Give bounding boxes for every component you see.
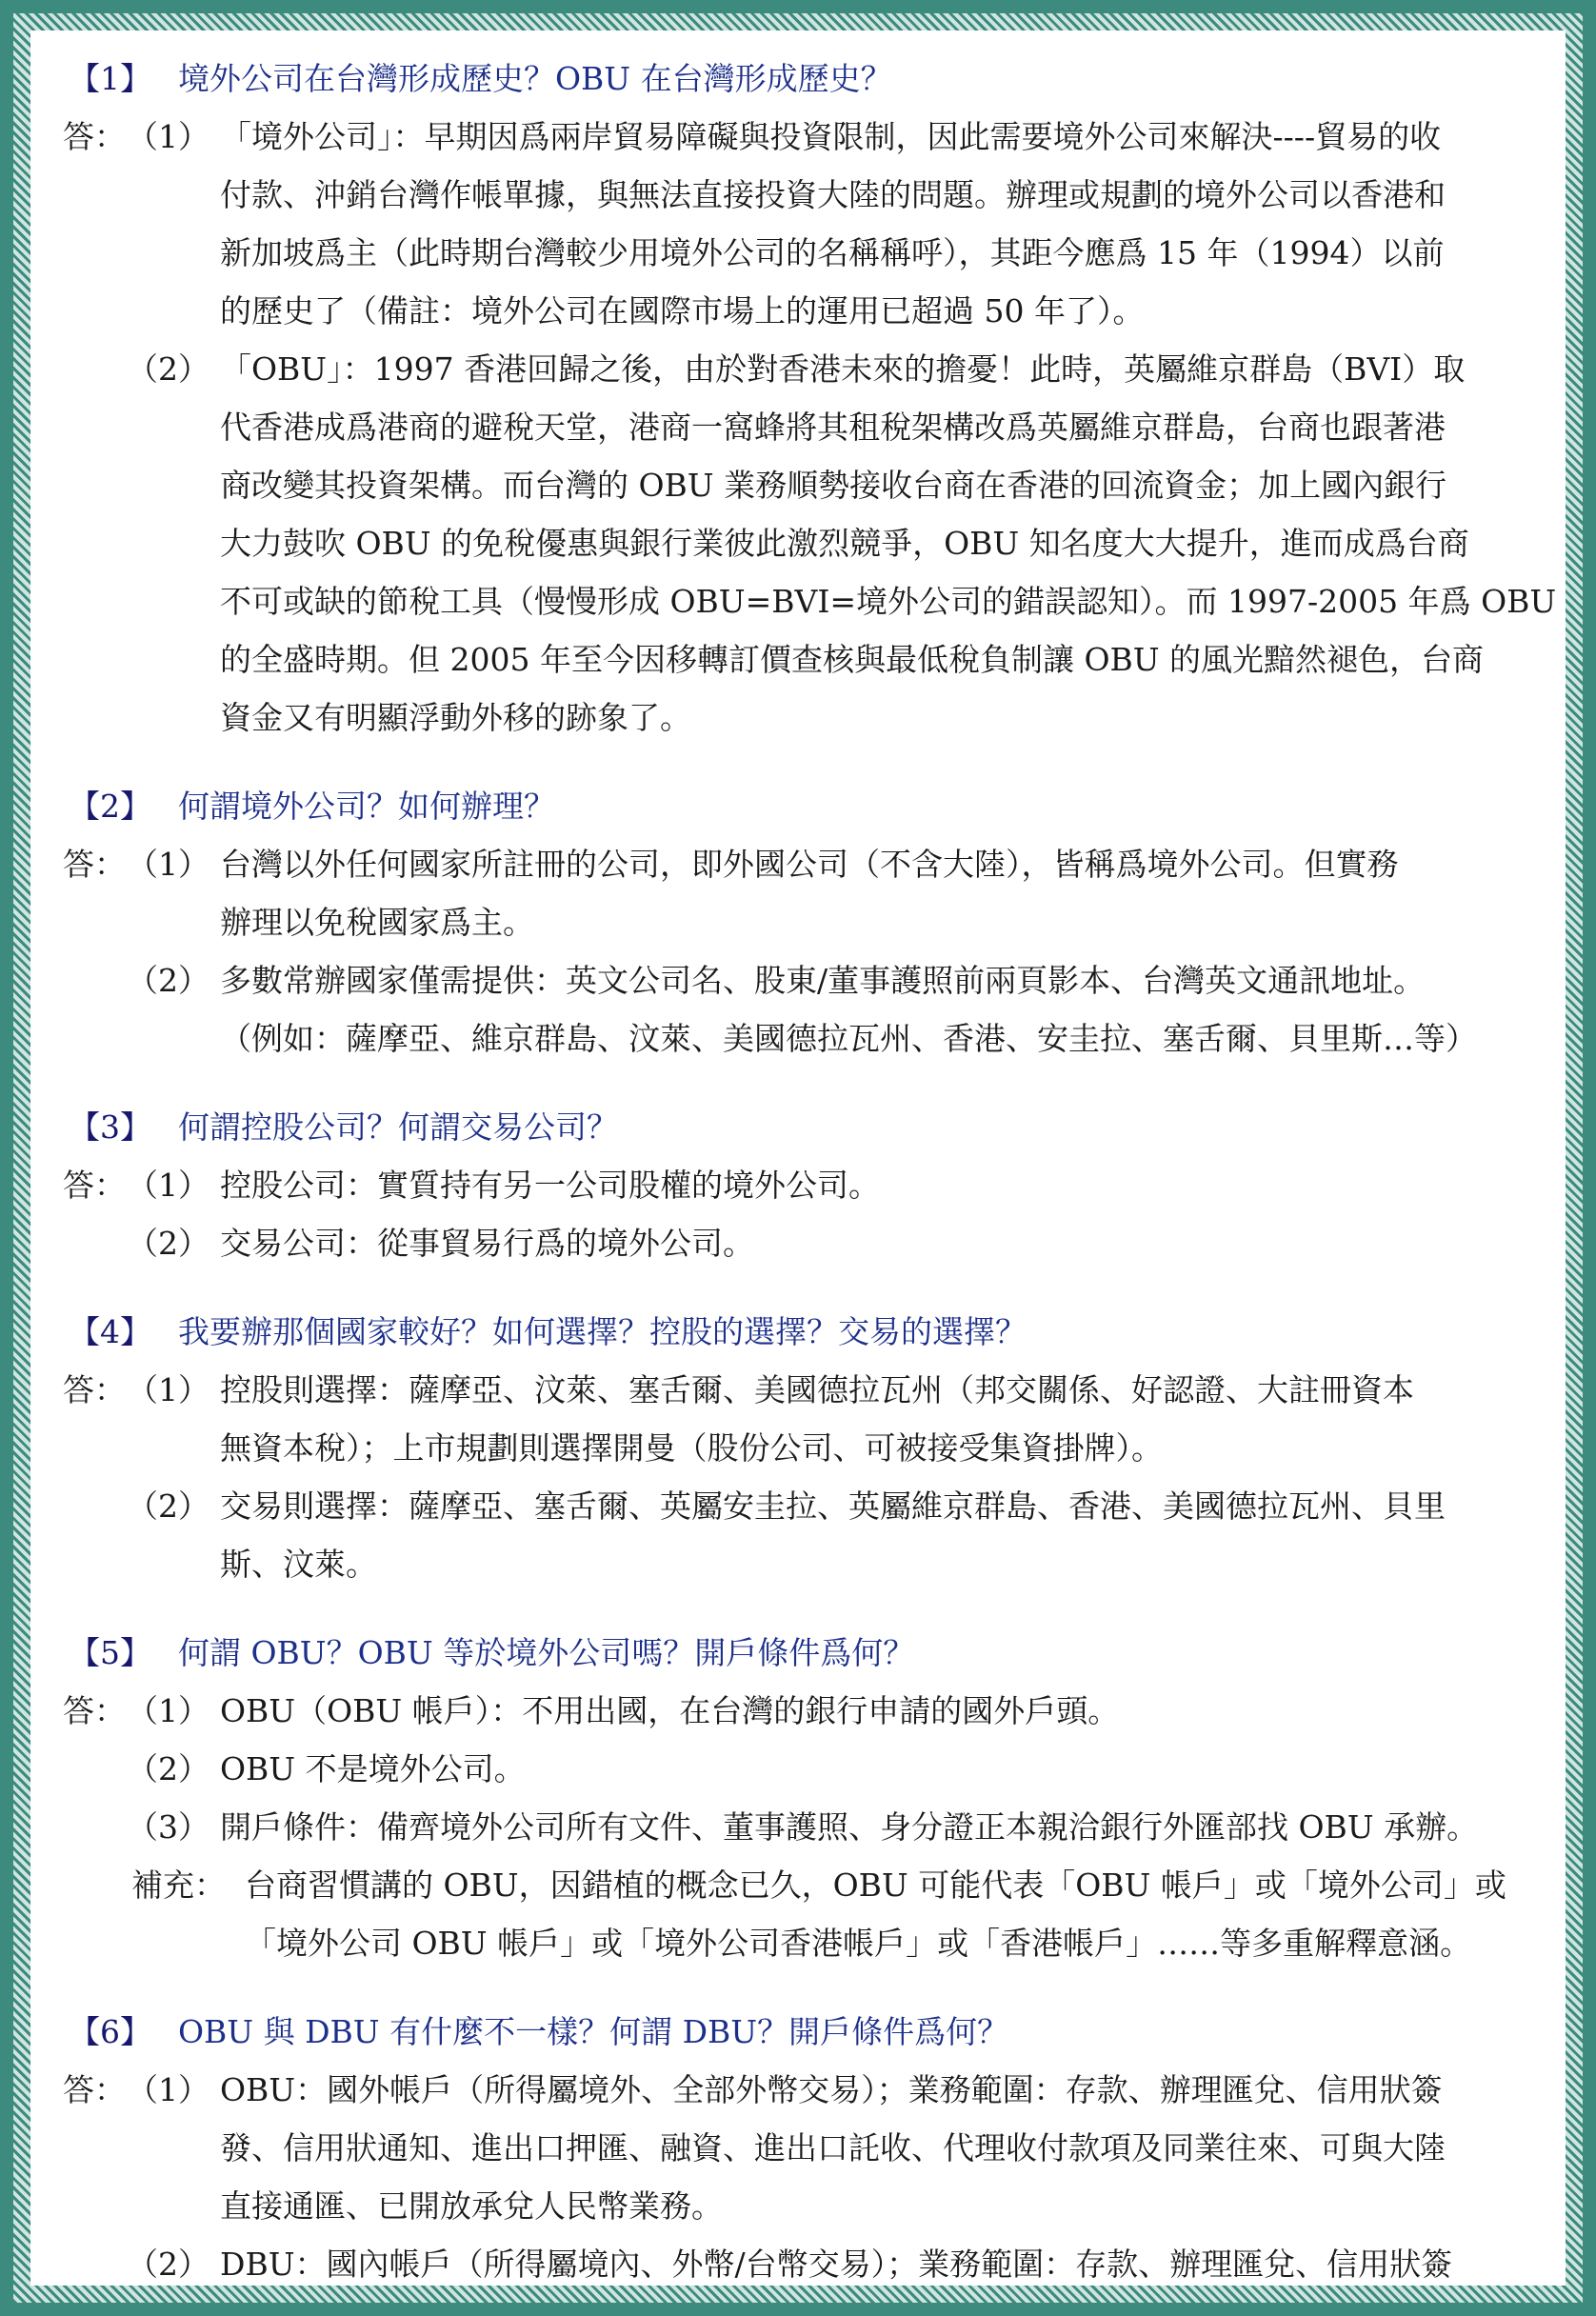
answer-item [48, 1798, 1562, 1856]
supplement-text-line: 台商習慣講的 OBU，因錯植的概念已久，OBU 可能代表「OBU 帳戶」或「境外公司」或 [245, 1867, 1506, 1904]
supplement-note [48, 1856, 1562, 1972]
answer-text-line: 大力鼓吹 OBU 的免稅優惠與銀行業彼此激烈競爭，OBU 知名度大大提升，進而成爲台商 [220, 525, 1469, 562]
answer-text-line: 控股則選擇：薩摩亞、汶萊、塞舌爾、美國德拉瓦州（邦交關係、好認證、大註冊資本 [220, 1371, 1414, 1408]
answer-item-number: （2） [127, 350, 209, 388]
answer-text-line: 不可或缺的節稅工具（慢慢形成 OBU=BVI=境外公司的錯誤認知）。而 1997-2005 年爲 OBU [220, 583, 1557, 620]
question-heading [48, 777, 1562, 835]
answer-text-line: 的全盛時期。但 2005 年至今因移轉訂價查核與最低稅負制讓 OBU 的風光黯然褪色，台商 [220, 641, 1485, 678]
question-title: 我要辦那個國家較好？如何選擇？控股的選擇？交易的選擇？ [178, 1313, 1027, 1350]
question-heading [48, 1098, 1562, 1156]
answer-text-line: 台灣以外任何國家所註冊的公司，即外國公司（不含大陸），皆稱爲境外公司。但實務 [220, 846, 1399, 883]
question-number: 【4】 [69, 1313, 151, 1350]
answer-item [48, 108, 1562, 340]
question-title: OBU 與 DBU 有什麼不一樣？何謂 DBU？開戶條件爲何？ [178, 2013, 1009, 2050]
answer-text-line: OBU（OBU 帳戶）：不用出國，在台灣的銀行申請的國外戶頭。 [220, 1692, 1120, 1729]
answer-text-line: 「境外公司」：早期因爲兩岸貿易障礙與投資限制，因此需要境外公司來解決----貿易的收 [220, 118, 1442, 155]
question-heading [48, 2003, 1562, 2061]
answer-item [48, 1361, 1562, 1477]
question-heading [48, 1624, 1562, 1682]
question-title: 何謂 OBU？OBU 等於境外公司嗎？開戶條件爲何？ [178, 1634, 915, 1671]
answer-label: 答： [63, 1692, 126, 1729]
answer-label: 答： [63, 2071, 126, 2108]
answer-block [48, 1682, 1562, 1972]
answer-text-line: OBU：國外帳戶（所得屬境外、全部外幣交易）；業務範圍：存款、辦理匯兌、信用狀簽 [220, 2071, 1443, 2108]
question-number: 【2】 [69, 788, 151, 825]
answer-label: 答： [63, 846, 126, 883]
question-number: 【6】 [69, 2013, 151, 2050]
supplement-text-line: 「境外公司 OBU 帳戶」或「境外公司香港帳戶」或「香港帳戶」……等多重解釋意涵。 [245, 1925, 1472, 1962]
answer-block [48, 1361, 1562, 1593]
answer-item [48, 1214, 1562, 1272]
answer-item-number: （2） [127, 962, 209, 999]
answer-text-line: DBU：國內帳戶（所得屬境內、外幣/台幣交易）；業務範圍：存款、辦理匯兌、信用狀簽 [220, 2246, 1453, 2283]
answer-text-line: 直接通匯、已開放承兌人民幣業務。 [220, 2187, 723, 2225]
answer-item-number: （1） [127, 1167, 209, 1204]
answer-text-line: 交易公司：從事貿易行爲的境外公司。 [220, 1225, 754, 1262]
faq-document [48, 36, 1562, 2293]
answer-text-line: 商改變其投資架構。而台灣的 OBU 業務順勢接收台商在香港的回流資金；加上國內銀行 [220, 467, 1447, 504]
answer-text-line: 無資本稅）；上市規劃則選擇開曼（股份公司、可被接受集資掛牌）。 [220, 1429, 1163, 1467]
question-number: 【3】 [69, 1108, 151, 1146]
answer-item-number: （2） [127, 1487, 209, 1525]
answer-item-number: （1） [127, 1692, 209, 1729]
answer-block [48, 108, 1562, 747]
question-title: 何謂控股公司？何謂交易公司？ [178, 1108, 618, 1146]
answer-item-number: （2） [127, 1225, 209, 1262]
answer-text-line: 多數常辦國家僅需提供：英文公司名、股東/董事護照前兩頁影本、台灣英文通訊地址。 [220, 962, 1426, 999]
answer-item-number: （1） [127, 2071, 209, 2108]
answer-text-line: 付款、沖銷台灣作帳單據，與無法直接投資大陸的問題。辦理或規劃的境外公司以香港和 [220, 176, 1446, 213]
answer-text-line: 開戶條件：備齊境外公司所有文件、董事護照、身分證正本親洽銀行外匯部找 OBU 承辦。 [220, 1808, 1479, 1846]
answer-item [48, 2235, 1562, 2293]
answer-text-line: OBU 不是境外公司。 [220, 1750, 526, 1787]
question-title: 何謂境外公司？如何辦理？ [178, 788, 555, 825]
answer-item-number: （1） [127, 118, 209, 155]
answer-text-line: 「OBU」：1997 香港回歸之後，由於對香港未來的擔憂！此時，英屬維京群島（BVI）取 [220, 350, 1466, 388]
answer-item-number: （2） [127, 2246, 209, 2283]
answer-text-line: 交易則選擇：薩摩亞、塞舌爾、英屬安圭拉、英屬維京群島、香港、美國德拉瓦州、貝里 [220, 1487, 1446, 1525]
answer-text-line: 辦理以免稅國家爲主。 [220, 904, 534, 941]
answer-item [48, 1156, 1562, 1214]
answer-text-line: 代香港成爲港商的避稅天堂，港商一窩蜂將其租稅架構改爲英屬維京群島，台商也跟著港 [220, 409, 1446, 446]
supplement-label: 補充： [131, 1867, 226, 1904]
question-heading [48, 50, 1562, 108]
answer-item [48, 951, 1562, 1068]
answer-item [48, 1477, 1562, 1593]
answer-item-number: （3） [127, 1808, 209, 1846]
answer-text-line: 控股公司：實質持有另一公司股權的境外公司。 [220, 1167, 880, 1204]
answer-text-line: （例如：薩摩亞、維京群島、汶萊、美國德拉瓦州、香港、安圭拉、塞舌爾、貝里斯…等） [220, 1020, 1477, 1057]
question-number: 【1】 [69, 60, 151, 97]
answer-text-line: 的歷史了（備註：境外公司在國際市場上的運用已超過 50 年了）。 [220, 292, 1145, 329]
answer-text-line: 發、信用狀通知、進出口押匯、融資、進出口託收、代理收付款項及同業往來、可與大陸 [220, 2129, 1446, 2166]
answer-label: 答： [63, 1167, 126, 1204]
answer-item [48, 835, 1562, 951]
question-number: 【5】 [69, 1634, 151, 1671]
answer-item [48, 340, 1562, 747]
answer-item-number: （1） [127, 846, 209, 883]
answer-block [48, 835, 1562, 1068]
answer-text-line: 斯、汶萊。 [220, 1546, 377, 1583]
question-heading [48, 1303, 1562, 1361]
answer-item-number: （1） [127, 1371, 209, 1408]
answer-item [48, 1740, 1562, 1798]
answer-block [48, 2061, 1562, 2293]
answer-item [48, 1682, 1562, 1740]
answer-item-number: （2） [127, 1750, 209, 1787]
answer-block [48, 1156, 1562, 1272]
question-title: 境外公司在台灣形成歷史？OBU 在台灣形成歷史？ [178, 60, 892, 97]
answer-label: 答： [63, 118, 126, 155]
answer-text-line: 新加坡爲主（此時期台灣較少用境外公司的名稱稱呼），其距今應爲 15 年（1994）以前 [220, 234, 1445, 271]
answer-text-line: 資金又有明顯浮動外移的跡象了。 [220, 699, 691, 736]
answer-label: 答： [63, 1371, 126, 1408]
answer-item [48, 2061, 1562, 2235]
